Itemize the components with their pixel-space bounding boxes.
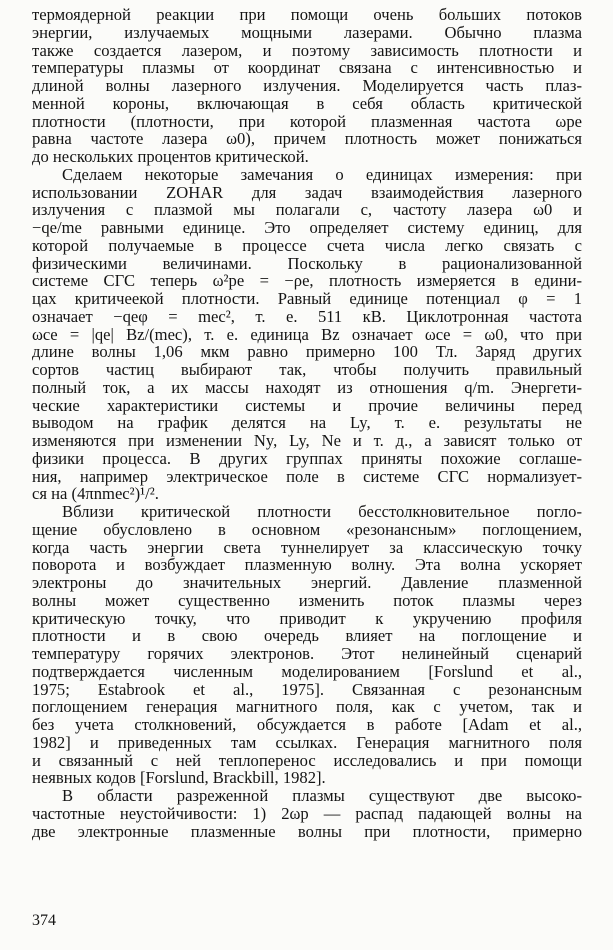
text-line: также создается лазером, и поэтому зависимость плотности и bbox=[32, 40, 582, 60]
text-line: ся на (4πnmec²)¹/². bbox=[32, 484, 159, 504]
text-line: Вблизи критической плотности бесстолкновительное погло- bbox=[62, 502, 582, 521]
text-line: ческие характеристики системы и прочие величины перед bbox=[32, 395, 582, 415]
text-line: плотности и в свою очередь влияет на поглощение и bbox=[32, 626, 582, 646]
text-line: длине волны 1,06 мкм равно примерно 100 Тл. Заряд других bbox=[32, 342, 582, 362]
text-line: равна частоте лазера ω0), причем плотность может понижаться bbox=[32, 129, 582, 149]
text-line: подтверждается численным моделированием [Forslund et al., bbox=[32, 661, 582, 681]
text-line: В области разреженной плазмы существуют две высоко- bbox=[62, 786, 582, 805]
text-line: физическими величинами. Поскольку в рационализованной bbox=[32, 253, 582, 273]
text-line: ния, например электрическое поле в системе СГС нормализует- bbox=[32, 466, 582, 486]
text-line: поглощением генерация магнитного поля, как с учетом, так и bbox=[32, 697, 582, 717]
text-line: системе СГС теперь ω²pe = −ρe, плотность измеряется в едини- bbox=[32, 271, 582, 291]
text-line: частотные неустойчивости: 1) 2ωp — распад падающей волны на bbox=[32, 803, 582, 823]
text-line: поворота и возбуждает плазменную волну. Эта волна ускоряет bbox=[32, 555, 582, 575]
text-line: менной короны, включающая в себя область критической bbox=[32, 93, 582, 113]
text-line: цах критичеекой плотности. Равный единице потенциал φ = 1 bbox=[32, 289, 582, 308]
text-line: физики процесса. В других группах приняты похожие соглаше- bbox=[32, 448, 582, 468]
text-line: использовании ZOHAR для задач взаимодействия лазерного bbox=[32, 182, 582, 202]
text-line: 1982] и приведенных там ссылках. Генерация магнитного поля bbox=[32, 732, 582, 752]
text-line: которой получаемые в процессе счета числа легко связать с bbox=[32, 235, 582, 255]
text-line: ωce = |qe| Bz/(mec), т. е. единица Bz означает ωce = ω0, что при bbox=[32, 324, 582, 344]
paragraph-2 bbox=[32, 166, 582, 503]
text-line: температуры плазмы от координат связана с интенсивностью и bbox=[32, 58, 582, 78]
text-line: означает −qeφ = mec², т. е. 511 кВ. Циклотронная частота bbox=[32, 306, 582, 326]
text-line: 1975; Estabrook et al., 1975]. Связанная с резонансным bbox=[32, 679, 582, 699]
text-line: электроны до значительных энергий. Давление плазменной bbox=[32, 573, 582, 592]
text-line: температуру горячих электронов. Этот нелинейный сценарий bbox=[32, 644, 582, 663]
text-line: излучения с плазмой мы полагали c, частоту лазера ω0 и bbox=[32, 200, 582, 220]
text-line: полный ток, а их массы находят из отношения q/m. Энергети- bbox=[32, 377, 582, 397]
text-line: длиной волны лазерного излучения. Моделируется часть плаз- bbox=[32, 76, 582, 95]
text-line: сортов частиц выбирают так, чтобы получить правильный bbox=[32, 360, 582, 379]
text-line: две электронные плазменные волны при плотности, примерно bbox=[32, 821, 582, 841]
text-line: изменяются при изменении Ny, Ly, Ne и т. д., а зависят только от bbox=[32, 431, 582, 450]
text-line: неявных кодов [Forslund, Brackbill, 1982]. bbox=[32, 768, 326, 788]
text-line: −qe/me равными единице. Это определяет систему единиц, для bbox=[32, 218, 582, 237]
paragraph-1 bbox=[32, 6, 582, 166]
text-line: когда часть энергии света туннелирует за классическую точку bbox=[32, 537, 582, 557]
text-line: и связанный с ней теплоперенос исследовались и при помощи bbox=[32, 750, 582, 770]
body-text bbox=[32, 6, 582, 840]
text-line: без учета столкновений, обсуждается в работе [Adam et al., bbox=[32, 715, 582, 734]
paragraph-3 bbox=[32, 503, 582, 787]
text-line: термоядерной реакции при помощи очень больших потоков bbox=[32, 5, 582, 24]
text-line: энергии, излучаемых мощными лазерами. Обычно плазма bbox=[32, 22, 582, 42]
text-line: критическую точку, что приводит к укручению профиля bbox=[32, 608, 582, 628]
page-number: 374 bbox=[32, 912, 56, 929]
text-line: щение обусловлено в основном «резонансным» поглощением, bbox=[32, 519, 582, 539]
text-line: Сделаем некоторые замечания о единицах измерения: при bbox=[62, 164, 582, 184]
paragraph-4 bbox=[32, 787, 582, 840]
text-line: плотности (плотности, при которой плазменная частота ωpe bbox=[32, 111, 582, 131]
text-line: выводом на график делятся на Ly, т. е. результаты не bbox=[32, 413, 582, 433]
text-line: волны может существенно изменить поток плазмы через bbox=[32, 590, 582, 610]
text-line: до нескольких процентов критической. bbox=[32, 147, 309, 166]
